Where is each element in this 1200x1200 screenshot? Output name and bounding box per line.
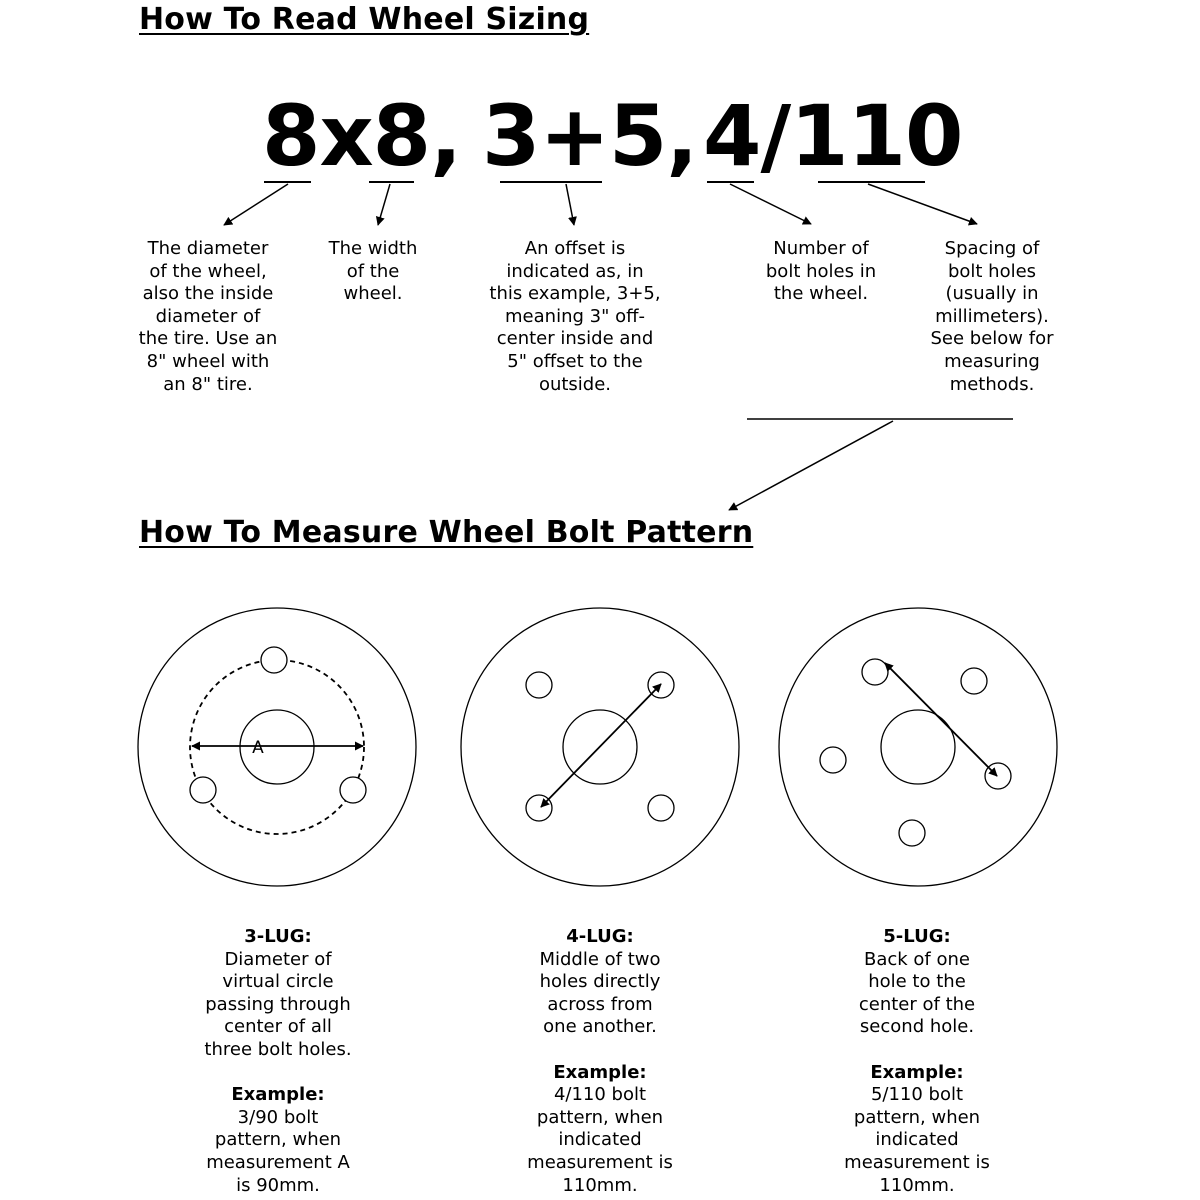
bolt-hole bbox=[862, 659, 888, 685]
wheel-sizing-heading: How To Read Wheel Sizing bbox=[139, 2, 590, 37]
lug-5-example-label: Example: bbox=[870, 1061, 964, 1083]
lug-4-body: Middle of two holes directly across from one another. bbox=[539, 948, 661, 1038]
bolt-hole bbox=[820, 747, 846, 773]
arrow-to-bolt-pattern bbox=[729, 421, 893, 510]
lug-4-caption bbox=[490, 926, 710, 1197]
bolt-hole bbox=[190, 777, 216, 803]
wheel-3-lug-virtual-circle bbox=[190, 660, 364, 834]
lug-5-caption bbox=[807, 926, 1027, 1197]
bolt-hole bbox=[261, 647, 287, 673]
lug-4-example: 4/110 bolt pattern, when indicated measurement is 110mm. bbox=[527, 1084, 673, 1196]
arrow-to-bolt-spacing bbox=[868, 184, 977, 224]
bolt-pattern-heading: How To Measure Wheel Bolt Pattern bbox=[139, 515, 754, 550]
lug-3-example-label: Example: bbox=[231, 1084, 325, 1106]
width-description: The width of the wheel. bbox=[328, 238, 418, 305]
wheel-5-lug bbox=[779, 608, 1057, 886]
lug-4-example-label: Example: bbox=[553, 1061, 647, 1083]
arrow-to-diameter bbox=[224, 184, 288, 225]
lug-3-caption bbox=[168, 926, 388, 1197]
lug-3-body: Diameter of virtual circle passing through center of all three bolt holes. bbox=[204, 948, 352, 1060]
measurement-a-label: A bbox=[252, 738, 264, 758]
wheel-3-lug bbox=[138, 608, 416, 886]
bolt-count-description: Number of bolt holes in the wheel. bbox=[765, 238, 877, 305]
bolt-hole bbox=[899, 820, 925, 846]
lug-4-title: 4-LUG: bbox=[566, 926, 634, 947]
diameter-description: The diameter of the wheel, also the inside diameter of the tire. Use an 8" wheel with an 8" tire. bbox=[138, 238, 278, 395]
wheel-5-lug-hub bbox=[881, 710, 955, 784]
bolt-hole bbox=[526, 672, 552, 698]
arrow-to-width bbox=[378, 184, 390, 225]
bolt-hole bbox=[648, 795, 674, 821]
offset-description: An offset is indicated as, in this example, 3+5, meaning 3" off- center inside and 5" offset to the outside. bbox=[489, 238, 661, 395]
size-code-diameter-width: 8x8, bbox=[262, 87, 461, 185]
arrow-to-offset bbox=[566, 184, 574, 225]
bolt-hole bbox=[961, 668, 987, 694]
wheel-4-lug bbox=[461, 608, 739, 886]
arrow-to-bolt-count bbox=[730, 184, 811, 224]
bolt-hole bbox=[340, 777, 366, 803]
bolt-spacing-description: Spacing of bolt holes (usually in millimeters). See below for measuring methods. bbox=[930, 238, 1054, 395]
wheel-3-lug-hub bbox=[240, 710, 314, 784]
measurement-4-lug-arrow bbox=[541, 684, 661, 807]
size-code-bolt-pattern: 4/110 bbox=[703, 87, 963, 185]
lug-5-example: 5/110 bolt pattern, when indicated measurement is 110mm. bbox=[844, 1084, 990, 1196]
lug-5-title: 5-LUG: bbox=[883, 926, 951, 947]
lug-3-title: 3-LUG: bbox=[244, 926, 312, 947]
lug-5-body: Back of one hole to the center of the second hole. bbox=[858, 948, 976, 1038]
size-code-offset: 3+5, bbox=[482, 87, 698, 185]
lug-3-example: 3/90 bolt pattern, when measurement A is 90mm. bbox=[206, 1106, 350, 1196]
